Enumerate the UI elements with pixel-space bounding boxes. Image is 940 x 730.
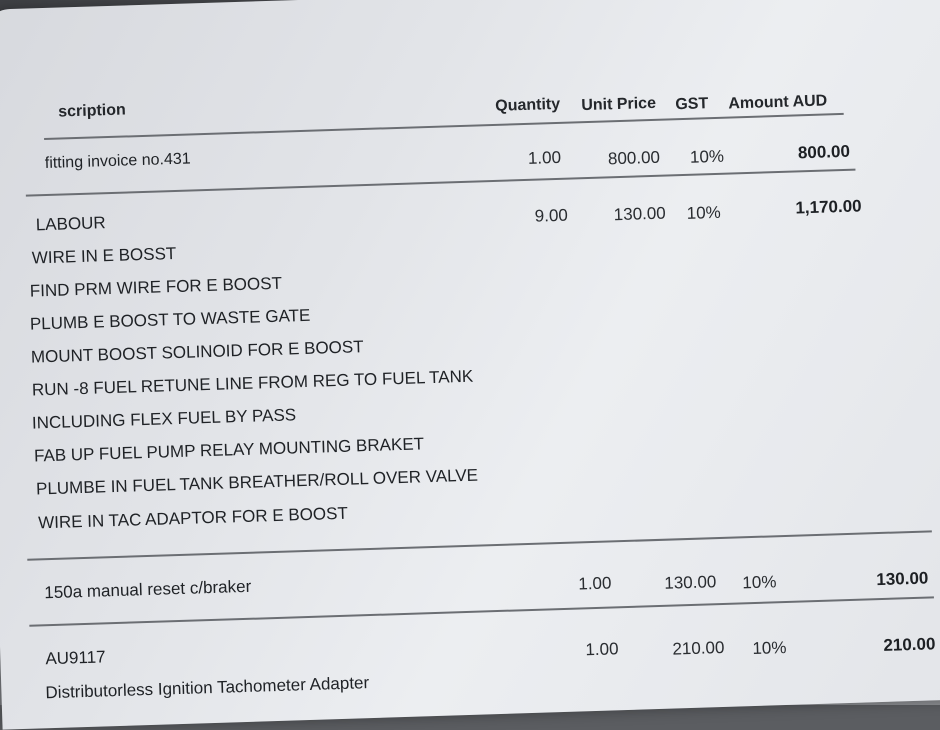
row-3-unit-price: 130.00 <box>664 572 717 593</box>
row-4-amount: 210.00 <box>883 634 936 655</box>
row-2-detail-line: WIRE IN E BOSST <box>31 243 177 268</box>
row-2-amount: 1,170.00 <box>795 196 862 218</box>
header-quantity: Quantity <box>495 95 561 115</box>
row-3-divider <box>29 596 934 626</box>
row-1-divider <box>26 169 856 197</box>
row-2-detail-line: WIRE IN TAC ADAPTOR FOR E BOOST <box>37 503 349 533</box>
header-description: scription <box>57 101 127 121</box>
row-2-gst: 10% <box>686 202 722 223</box>
row-3-quantity: 1.00 <box>578 573 612 594</box>
row-2-detail-line: PLUMBE IN FUEL TANK BREATHER/ROLL OVER VALVE <box>35 465 479 499</box>
row-2-detail-line: FIND PRM WIRE FOR E BOOST <box>29 273 283 301</box>
row-1-amount: 800.00 <box>797 141 851 163</box>
row-3-description: 150a manual reset c/braker <box>44 576 252 603</box>
row-3-gst: 10% <box>742 572 777 593</box>
row-1-unit-price: 800.00 <box>607 147 661 169</box>
row-4-quantity: 1.00 <box>585 639 619 660</box>
row-2-detail-line: PLUMB E BOOST TO WASTE GATE <box>29 305 311 334</box>
header-unit-price: Unit Price <box>581 94 657 115</box>
row-4-description: AU9117 <box>45 647 106 669</box>
row-1-quantity: 1.00 <box>527 147 562 168</box>
row-4-gst: 10% <box>752 637 787 659</box>
row-2-detail-line: FAB UP FUEL PUMP RELAY MOUNTING BRAKET <box>33 434 425 466</box>
header-amount: Amount AUD <box>728 92 828 113</box>
header-gst: GST <box>675 95 709 114</box>
row-2-description: LABOUR <box>35 213 106 235</box>
row-4-detail-line: Distributorless Ignition Tachometer Adapter <box>45 673 370 703</box>
row-2-detail-line: RUN -8 FUEL RETUNE LINE FROM REG TO FUEL TANK <box>31 366 474 400</box>
row-2-quantity: 9.00 <box>534 205 569 226</box>
header-divider <box>44 113 844 140</box>
row-2-detail-line: MOUNT BOOST SOLINOID FOR E BOOST <box>30 337 364 367</box>
row-2-detail-line: INCLUDING FLEX FUEL BY PASS <box>31 405 297 433</box>
row-4-unit-price: 210.00 <box>672 637 725 659</box>
row-1-gst: 10% <box>689 146 725 167</box>
row-3-amount: 130.00 <box>876 568 929 590</box>
row-2-unit-price: 130.00 <box>613 203 667 225</box>
row-1-description: fitting invoice no.431 <box>44 150 191 173</box>
row-2-divider <box>27 530 932 560</box>
